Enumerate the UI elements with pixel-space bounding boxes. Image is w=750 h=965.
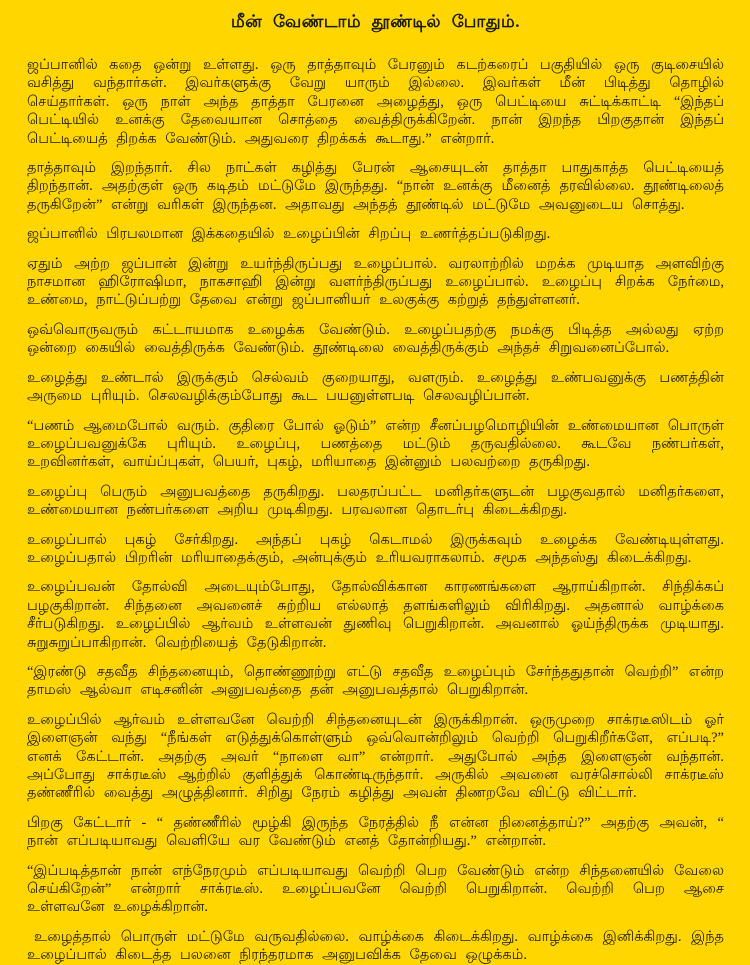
paragraph-socrates-question: பிறகு கேட்டார் - “ தண்ணீரில் மூழ்கி இருந்த நேரத்தில் நீ என்ன நினைத்தாய்?” அதற்கு அவன், “ நான் எப்படியாவது வெளியே வர வேண்டும் எனத் தோன்றியது.” என்றான். — [27, 814, 724, 850]
paragraph-chinese-proverb: “பணம் ஆமைபோல் வரும். குதிரை போல் ஓடும்” என்ற சீனப்பழமொழியின் உண்மையான பொருள் உழைப்பவனுக்கே புரியும். உழைப்பு, பணத்தை மட்டும் தருவதில்லை. கூடவே நண்பர்கள், உறவினர்கள், வாய்ப்புகள், பெயர், புகழ், மரியாதை இன்னும் பலவற்றை தருகிறது. — [27, 417, 724, 471]
page-title: மீன் வேண்டாம் தூண்டில் போதும். — [231, 12, 520, 31]
paragraph-story-moral: ஜப்பானில் பிரபலமான இக்கதையில் உழைப்பின் சிறப்பு உணர்த்தப்படுகிறது. — [27, 226, 551, 243]
paragraph-fame-from-work: உழைப்பால் புகழ் சேர்கிறது. அந்தப் புகழ் கெடாமல் இருக்கவும் உழைக்க வேண்டியுள்ளது. உழைப்பதால் பிறரின் மரியாதைக்கும், அன்புக்கும் உரியவராகலாம். சமூக அந்தஸ்து கிடைக்கிறது. — [27, 531, 724, 566]
paragraph-conclusion: உழைத்தால் பொருள் மட்டுமே வருவதில்லை. வாழ்க்கை கிடைக்கிறது. வாழ்க்கை இனிக்கிறது. இந்த உழைப்பால் கிடைத்த பலனை நிரந்தரமாக அனுபவிக்க தேவை ஒழுக்கம். — [27, 928, 724, 964]
paragraph-everyone-must-work: ஒவ்வொருவரும் கட்டாயமாக உழைக்க வேண்டும். உழைப்பதற்கு நமக்கு பிடித்த அல்லது ஏற்ற ஒன்றை கையில் வைத்திருக்க வேண்டும். தூண்டிலை வைத்திருக்கும் அந்தச் சிறுவனைப்போல். — [27, 321, 724, 357]
paragraph-experience-from-work: உழைப்பு பெரும் அனுபவத்தை தருகிறது. பலதரப்பட்ட மனிதர்களுடன் பழகுவதால் மனிதர்களை, உண்மையான நண்பர்களை அறிய முடிகிறது. பரவலான தொடர்பு கிடைக்கிறது. — [27, 483, 724, 519]
paragraph-grandfather-letter: தாத்தாவும் இறந்தார். சில நாட்கள் கழித்து பேரன் ஆசையுடன் தாத்தா பாதுகாத்த பெட்டியைத் திறந்தான். அதற்குள் ஒரு கடிதம் மட்டுமே இருந்தது. “நான் உனக்கு மீனைத் தரவில்லை. தூண்டிலைத் தருகிறேன்” என்று வரிகள் இருந்தன. அதாவது அந்தத் தூண்டில் மட்டுமே அவனுடைய சொத்து. — [27, 160, 724, 213]
paragraph-wealth-from-work: உழைத்து உண்டால் இருக்கும் செல்வம் குறையாது, வளரும். உழைத்து உண்பவனுக்கு பணத்தின் அருமை புரியும். செலவழிக்கும்போது கூட பயனுள்ளபடி செலவழிப்பான். — [27, 369, 724, 405]
paragraph-failure-analysis: உழைப்பவன் தோல்வி அடையும்போது, தோல்விக்கான காரணங்களை ஆராய்கிறான். சிந்திக்கப் பழகுகிறான். சிந்தனை அவனைச் சுற்றிய எல்லாத் தளங்களிலும் விரிகிறது. அதனால் வாழ்க்கை சீர்படுகிறது. உழைப்பில் ஆர்வம் உள்ளவன் துணிவு பெறுகிறான். அவனால் ஓய்ந்திருக்க முடியாது. சுறுசுறுப்பாகிறான். வெற்றியைத் தேடுகிறான். — [27, 579, 724, 651]
paragraph-socrates-answer: “இப்படித்தான் நான் எந்நேரமும் எப்படியாவது வெற்றி பெற வேண்டும் என்ற சிந்தனையில் வேலை செய்கிறேன்” என்றார் சாக்ரடீஸ். உழைப்பவனே வெற்றி பெறுகிறான். வெற்றி பெற ஆசை உள்ளவனே உழைக்கிறான். — [27, 862, 724, 916]
paragraph-edison-quote: “இரண்டு சதவீத சிந்தனையும், தொண்ணூற்று எட்டு சதவீத உழைப்பும் சேர்ந்ததுதான் வெற்றி” என்ற தாமஸ் ஆல்வா எடிசனின் அனுபவத்தை தன் அனுபவத்தால் பெறுகிறான். — [27, 663, 724, 699]
paragraph-socrates-story: உழைப்பில் ஆர்வம் உள்ளவனே வெற்றி சிந்தனையுடன் இருக்கிறான். ஒருமுறை சாக்ரடீஸிடம் ஓர் இளைஞன் வந்து “நீங்கள் எடுத்துக்கொள்ளும் ஒவ்வொன்றிலும் வெற்றி பெறுகிறீர்களே, எப்படி?” எனக் கேட்டான். அதற்கு அவர் “நாளை வா” என்றார். அதுபோல் அந்த இளைஞன் வந்தான். அப்போது சாக்ரடீஸ் ஆற்றில் குளித்துக் கொண்டிருந்தார். அருகில் அவனை வரச்சொல்லி சாக்ரடீஸ் தண்ணீரில் வைத்து அழுத்தினார். சிறிது நேரம் கழித்து அவன் திணறவே விட்டு விட்டார். — [27, 711, 724, 802]
paragraph-japan-hardwork: ஏதும் அற்ற ஜப்பான் இன்று உயர்ந்திருப்பது உழைப்பால். வரலாற்றில் மறக்க முடியாத அளவிற்கு நாசமான ஹிரோஷிமா, நாகசாஹி இன்று வளர்ந்திருப்பது உழைப்பால். உழைப்பு சிறக்க நேர்மை, உண்மை, நாட்டுப்பற்று தேவை என்று ஜப்பானியர் உலகுக்கு கற்றுத் தந்துள்ளனர். — [27, 255, 724, 309]
paragraph-japan-story-intro: ஜப்பானில் கதை ஒன்று உள்ளது. ஒரு தாத்தாவும் பேரனும் கடற்கரைப் பகுதியில் ஒரு குடிசையில் வசித்து வந்தார்கள். இவர்களுக்கு வேறு யாரும் இல்லை. இவர்கள் மீன் பிடித்து தொழில் செய்தார்கள். ஒரு நாள் அந்த தாத்தா பேரனை அழைத்து, ஒரு பெட்டியை சுட்டிக்காட்டி “இந்தப் பெட்டியில் உனக்கு தேவையான சொத்தை வைத்திருக்கிறேன். நான் இறந்த பிறகுதான் இந்தப் பெட்டியைத் திறக்க வேண்டும். அதுவரை திறக்கக் கூடாது.” என்றார். — [27, 57, 724, 147]
